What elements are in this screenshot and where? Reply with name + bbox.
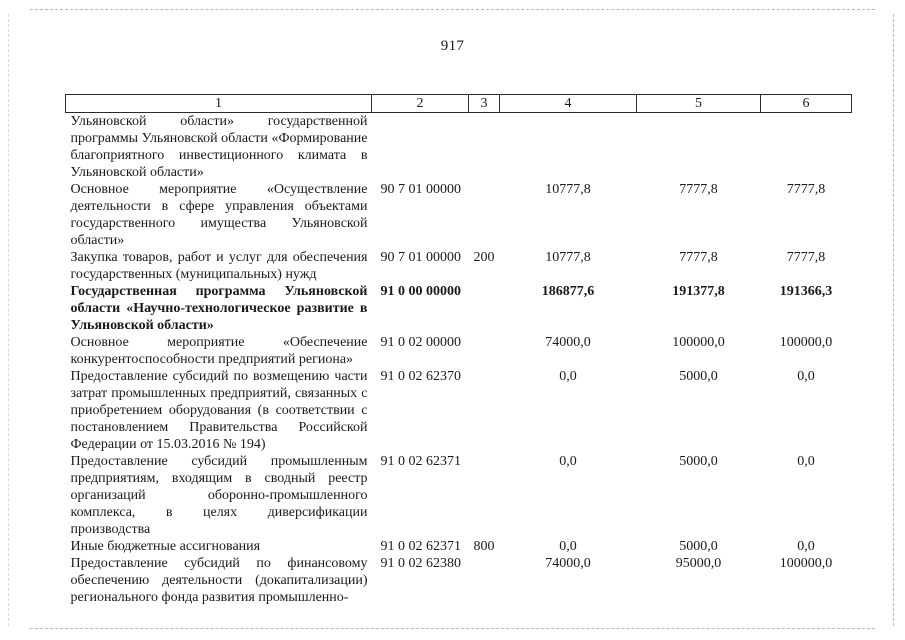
row-value-6: 7777,8 [786, 182, 826, 197]
row-value-5: 5000,0 [679, 369, 718, 384]
row-value-6: 7777,8 [786, 250, 826, 265]
row-value-4: 10777,8 [545, 250, 591, 265]
table-row [66, 538, 852, 555]
table-row [66, 453, 852, 538]
row-value-6: 100000,0 [779, 335, 833, 350]
row-value-4: 74000,0 [545, 556, 591, 571]
scan-edge-bottom [30, 628, 875, 629]
row-value-6 [761, 113, 852, 182]
row-value-5: 7777,8 [679, 250, 718, 265]
row-expense-type: 800 [473, 539, 495, 554]
row-name: Государственная программа Ульяновской области «Научно-технологическое развитие в Ульяновской области» [70, 284, 368, 333]
column-header-6: 6 [761, 95, 852, 113]
row-value-5: 7777,8 [679, 182, 718, 197]
table-row [66, 181, 852, 249]
column-header-4: 4 [500, 95, 637, 113]
header-row [66, 95, 852, 113]
row-expense-type [469, 283, 500, 334]
table-row-program [66, 283, 852, 334]
row-value-5: 95000,0 [675, 556, 722, 571]
table-row [66, 334, 852, 368]
table-row [66, 113, 852, 182]
row-value-4: 10777,8 [545, 182, 591, 197]
row-name: Предоставление субсидий по возмещению части затрат промышленных предприятий, связанных с приобретением оборудования (в соответствии с постановлением Правительства Российской Федерации от 15.03.2016 № 194) [70, 369, 368, 452]
row-value-6: 100000,0 [779, 556, 833, 571]
row-value-4: 0,0 [559, 454, 577, 469]
row-value-5: 5000,0 [679, 539, 718, 554]
row-value-4: 0,0 [559, 369, 577, 384]
scan-edge-left [8, 14, 9, 626]
row-code [372, 113, 469, 182]
row-code: 91 0 02 62371 [380, 539, 461, 554]
table-row [66, 555, 852, 606]
row-value-6: 0,0 [797, 539, 815, 554]
row-value-6: 0,0 [797, 369, 815, 384]
column-header-5: 5 [637, 95, 761, 113]
row-name: Закупка товаров, работ и услуг для обеспечения государственных (муниципальных) нужд [70, 250, 368, 282]
table-row [66, 368, 852, 453]
scan-edge-right [893, 14, 894, 626]
row-name: Основное мероприятие «Обеспечение конкурентоспособности предприятий региона» [70, 335, 368, 367]
row-value-4 [500, 113, 637, 182]
row-expense-type [469, 113, 500, 182]
row-expense-type [469, 453, 500, 538]
row-value-4: 186877,6 [541, 284, 595, 299]
scan-edge-top [30, 9, 875, 10]
row-value-5 [637, 113, 761, 182]
row-value-5: 191377,8 [672, 284, 725, 299]
row-expense-type: 200 [473, 250, 495, 265]
table-body [66, 113, 852, 607]
row-expense-type [469, 368, 500, 453]
row-value-4: 0,0 [559, 539, 577, 554]
budget-table [65, 94, 852, 606]
row-expense-type [469, 555, 500, 606]
row-name: Ульяновской области» государственной программы Ульяновской области «Формирование благоприятного инвестиционного климата в Ульяновской области» [70, 114, 368, 180]
row-value-4: 74000,0 [545, 335, 591, 350]
table-header [66, 95, 852, 113]
column-header-3: 3 [469, 95, 500, 113]
row-value-5: 100000,0 [672, 335, 725, 350]
row-code: 91 0 00 00000 [380, 284, 461, 299]
table-row [66, 249, 852, 283]
row-code: 91 0 02 62371 [380, 454, 461, 469]
row-expense-type [469, 334, 500, 368]
row-code: 91 0 02 62380 [380, 556, 461, 571]
row-value-6: 191366,3 [779, 284, 833, 299]
column-header-1: 1 [66, 95, 372, 113]
row-name: Предоставление субсидий промышленным предприятиям, входящим в сводный реестр организаций оборонно-промышленного комплекса, в целях диверсификации производства [70, 454, 368, 537]
row-code: 90 7 01 00000 [380, 250, 461, 265]
row-code: 91 0 02 00000 [380, 335, 461, 350]
row-value-5: 5000,0 [679, 454, 718, 469]
row-code: 90 7 01 00000 [380, 182, 461, 197]
row-name: Иные бюджетные ассигнования [70, 539, 261, 554]
column-header-2: 2 [372, 95, 469, 113]
row-code: 91 0 02 62370 [380, 369, 461, 384]
row-name: Предоставление субсидий по финансовому обеспечению деятельности (докапитализации) регионального фонда развития промышленно- [70, 556, 368, 605]
row-expense-type [469, 181, 500, 249]
row-name: Основное мероприятие «Осуществление деятельности в сфере управления объектами государственного имущества Ульяновской области» [70, 182, 368, 248]
page-number: 917 [440, 38, 465, 54]
row-value-6: 0,0 [797, 454, 815, 469]
